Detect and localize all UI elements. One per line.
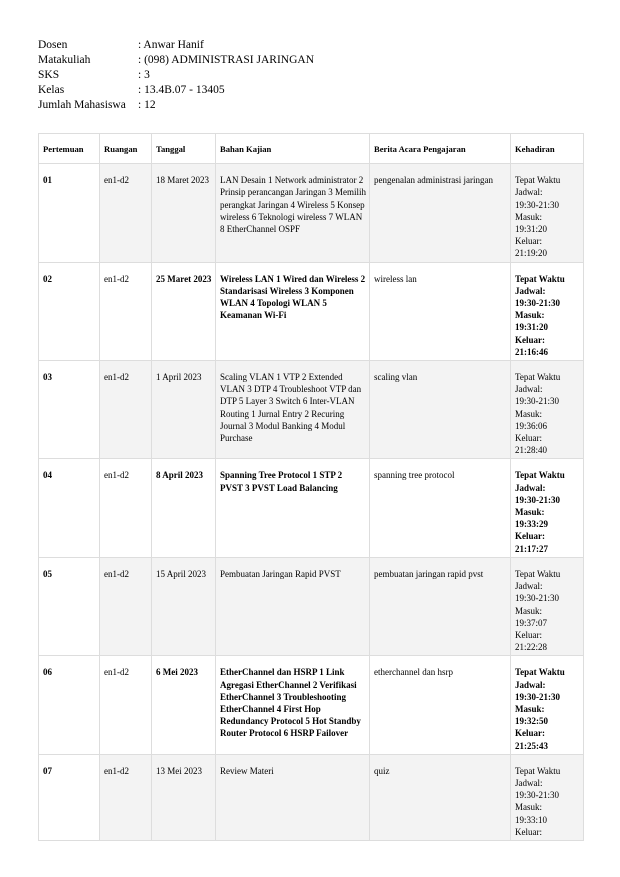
jadwal-label: Jadwal: xyxy=(515,482,546,493)
masuk-label: Masuk: xyxy=(515,211,542,222)
cell-kehadiran xyxy=(511,262,584,360)
cell-pertemuan: 07 xyxy=(39,754,100,840)
info-row-kelas xyxy=(38,83,458,98)
cell-kehadiran xyxy=(511,459,584,557)
info-label: Matakuliah xyxy=(38,54,91,66)
keluar-value: 21:22:28 xyxy=(515,642,548,653)
cell-kehadiran xyxy=(511,361,584,459)
table-row xyxy=(39,656,584,754)
info-label: SKS xyxy=(38,69,60,81)
status-text: Tepat Waktu xyxy=(515,568,561,579)
header-kehadiran: Kehadiran xyxy=(511,134,584,164)
info-row-sks xyxy=(38,68,458,83)
masuk-label: Masuk: xyxy=(515,802,542,813)
cell-ruangan: en1-d2 xyxy=(100,164,152,262)
jadwal-value: 19:30-21:30 xyxy=(515,494,560,505)
jadwal-value: 19:30-21:30 xyxy=(515,199,559,210)
cell-ruangan: en1-d2 xyxy=(100,459,152,557)
table-row xyxy=(39,164,584,262)
cell-bahan-kajian: Spanning Tree Protocol 1 STP 2 PVST 3 PVST Load Balancing xyxy=(216,459,370,557)
cell-kehadiran xyxy=(511,164,584,262)
cell-bahan-kajian: LAN Desain 1 Network administrator 2 Prinsip perancangan Jaringan 3 Memilih perangkat Jaringan 4 Wireless 5 Konsep wireless 6 Teknologi wireless 7 WLAN 8 EtherChannel OSPF xyxy=(216,164,370,262)
cell-berita-acara: spanning tree protocol xyxy=(370,459,511,557)
cell-tanggal: 8 April 2023 xyxy=(152,459,216,557)
masuk-value: 19:32:50 xyxy=(515,716,548,727)
cell-berita-acara: etherchannel dan hsrp xyxy=(370,656,511,754)
jadwal-label: Jadwal: xyxy=(515,187,543,198)
cell-ruangan: en1-d2 xyxy=(100,361,152,459)
info-row-dosen xyxy=(38,38,458,53)
table-header-row xyxy=(39,134,584,164)
header-bahan-kajian: Bahan Kajian xyxy=(216,134,370,164)
info-label: Kelas xyxy=(38,84,65,96)
cell-berita-acara: pembuatan jaringan rapid pvst xyxy=(370,557,511,655)
table-row xyxy=(39,557,584,655)
masuk-value: 19:33:29 xyxy=(515,519,548,530)
cell-pertemuan: 05 xyxy=(39,557,100,655)
masuk-value: 19:31:20 xyxy=(515,322,548,333)
keluar-value: 21:28:40 xyxy=(515,445,548,456)
header-berita-acara: Berita Acara Pengajaran xyxy=(370,134,511,164)
keluar-value: 21:17:27 xyxy=(515,543,548,554)
info-row-matakuliah xyxy=(38,53,458,68)
keluar-value: 21:16:46 xyxy=(515,346,548,357)
cell-bahan-kajian: Wireless LAN 1 Wired dan Wireless 2 Standarisasi Wireless 3 Komponen WLAN 4 Topologi WLAN 5 Keamanan Wi-Fi xyxy=(216,262,370,360)
masuk-value: 19:31:20 xyxy=(515,224,548,235)
keluar-label: Keluar: xyxy=(515,629,542,640)
status-text: Tepat Waktu xyxy=(515,175,561,186)
info-value: : 13.4B.07 - 13405 xyxy=(138,84,225,96)
info-value: : 3 xyxy=(138,69,150,81)
jadwal-label: Jadwal: xyxy=(515,679,546,690)
table-row xyxy=(39,262,584,360)
jadwal-value: 19:30-21:30 xyxy=(515,691,560,702)
info-value: : Anwar Hanif xyxy=(138,39,204,51)
jadwal-value: 19:30-21:30 xyxy=(515,593,559,604)
keluar-value: 21:19:20 xyxy=(515,248,548,259)
cell-tanggal: 25 Maret 2023 xyxy=(152,262,216,360)
cell-pertemuan: 06 xyxy=(39,656,100,754)
keluar-label: Keluar: xyxy=(515,826,542,837)
cell-ruangan: en1-d2 xyxy=(100,262,152,360)
info-value: : 12 xyxy=(138,99,156,111)
keluar-label: Keluar: xyxy=(515,433,542,444)
jadwal-value: 19:30-21:30 xyxy=(515,790,559,801)
masuk-value: 19:36:06 xyxy=(515,420,548,431)
info-label: Jumlah Mahasiswa xyxy=(38,99,126,111)
masuk-label: Masuk: xyxy=(515,507,545,518)
cell-pertemuan: 02 xyxy=(39,262,100,360)
cell-pertemuan: 03 xyxy=(39,361,100,459)
table-row xyxy=(39,754,584,840)
status-text: Tepat Waktu xyxy=(515,470,565,481)
table-row xyxy=(39,361,584,459)
cell-kehadiran xyxy=(511,557,584,655)
cell-berita-acara: wireless lan xyxy=(370,262,511,360)
cell-ruangan: en1-d2 xyxy=(100,656,152,754)
keluar-label: Keluar: xyxy=(515,236,542,247)
jadwal-value: 19:30-21:30 xyxy=(515,396,559,407)
jadwal-label: Jadwal: xyxy=(515,384,543,395)
jadwal-label: Jadwal: xyxy=(515,581,543,592)
header-tanggal: Tanggal xyxy=(152,134,216,164)
cell-tanggal: 6 Mei 2023 xyxy=(152,656,216,754)
status-text: Tepat Waktu xyxy=(515,273,565,284)
masuk-value: 19:33:10 xyxy=(515,814,548,825)
table-row xyxy=(39,459,584,557)
info-label: Dosen xyxy=(38,39,68,51)
cell-kehadiran xyxy=(511,754,584,840)
attendance-table xyxy=(38,133,584,841)
info-value: : (098) ADMINISTRASI JARINGAN xyxy=(138,54,315,66)
cell-tanggal: 18 Maret 2023 xyxy=(152,164,216,262)
cell-kehadiran xyxy=(511,656,584,754)
cell-pertemuan: 01 xyxy=(39,164,100,262)
info-row-jumlah-mahasiswa xyxy=(38,98,458,113)
cell-tanggal: 13 Mei 2023 xyxy=(152,754,216,840)
cell-pertemuan: 04 xyxy=(39,459,100,557)
cell-tanggal: 1 April 2023 xyxy=(152,361,216,459)
cell-bahan-kajian: Scaling VLAN 1 VTP 2 Extended VLAN 3 DTP 4 Troubleshoot VTP dan DTP 5 Layer 3 Switch 6 Inter-VLAN Routing 1 Jurnal Entry 2 Recuring Journal 3 Modul Banking 4 Modul Purchase xyxy=(216,361,370,459)
jadwal-label: Jadwal: xyxy=(515,777,543,788)
cell-ruangan: en1-d2 xyxy=(100,754,152,840)
keluar-label: Keluar: xyxy=(515,728,545,739)
cell-berita-acara: scaling vlan xyxy=(370,361,511,459)
cell-berita-acara: quiz xyxy=(370,754,511,840)
masuk-label: Masuk: xyxy=(515,703,545,714)
cell-berita-acara: pengenalan administrasi jaringan xyxy=(370,164,511,262)
document-page xyxy=(38,38,583,841)
cell-ruangan: en1-d2 xyxy=(100,557,152,655)
keluar-value: 21:25:43 xyxy=(515,740,548,751)
status-text: Tepat Waktu xyxy=(515,765,561,776)
masuk-label: Masuk: xyxy=(515,310,545,321)
cell-bahan-kajian: Pembuatan Jaringan Rapid PVST xyxy=(216,557,370,655)
masuk-label: Masuk: xyxy=(515,408,542,419)
masuk-label: Masuk: xyxy=(515,605,542,616)
cell-bahan-kajian: Review Materi xyxy=(216,754,370,840)
keluar-label: Keluar: xyxy=(515,334,545,345)
header-ruangan: Ruangan xyxy=(100,134,152,164)
keluar-label: Keluar: xyxy=(515,531,545,542)
status-text: Tepat Waktu xyxy=(515,372,561,383)
jadwal-value: 19:30-21:30 xyxy=(515,298,560,309)
status-text: Tepat Waktu xyxy=(515,667,565,678)
cell-bahan-kajian: EtherChannel dan HSRP 1 Link Agregasi EtherChannel 2 Verifikasi EtherChannel 3 Troubleshooting EtherChannel 4 First Hop Redundancy Protocol 5 Hot Standby Router Protocol 6 HSRP Failover xyxy=(216,656,370,754)
jadwal-label: Jadwal: xyxy=(515,285,546,296)
header-pertemuan: Pertemuan xyxy=(39,134,100,164)
cell-tanggal: 15 April 2023 xyxy=(152,557,216,655)
course-info xyxy=(38,38,458,113)
masuk-value: 19:37:07 xyxy=(515,617,548,628)
